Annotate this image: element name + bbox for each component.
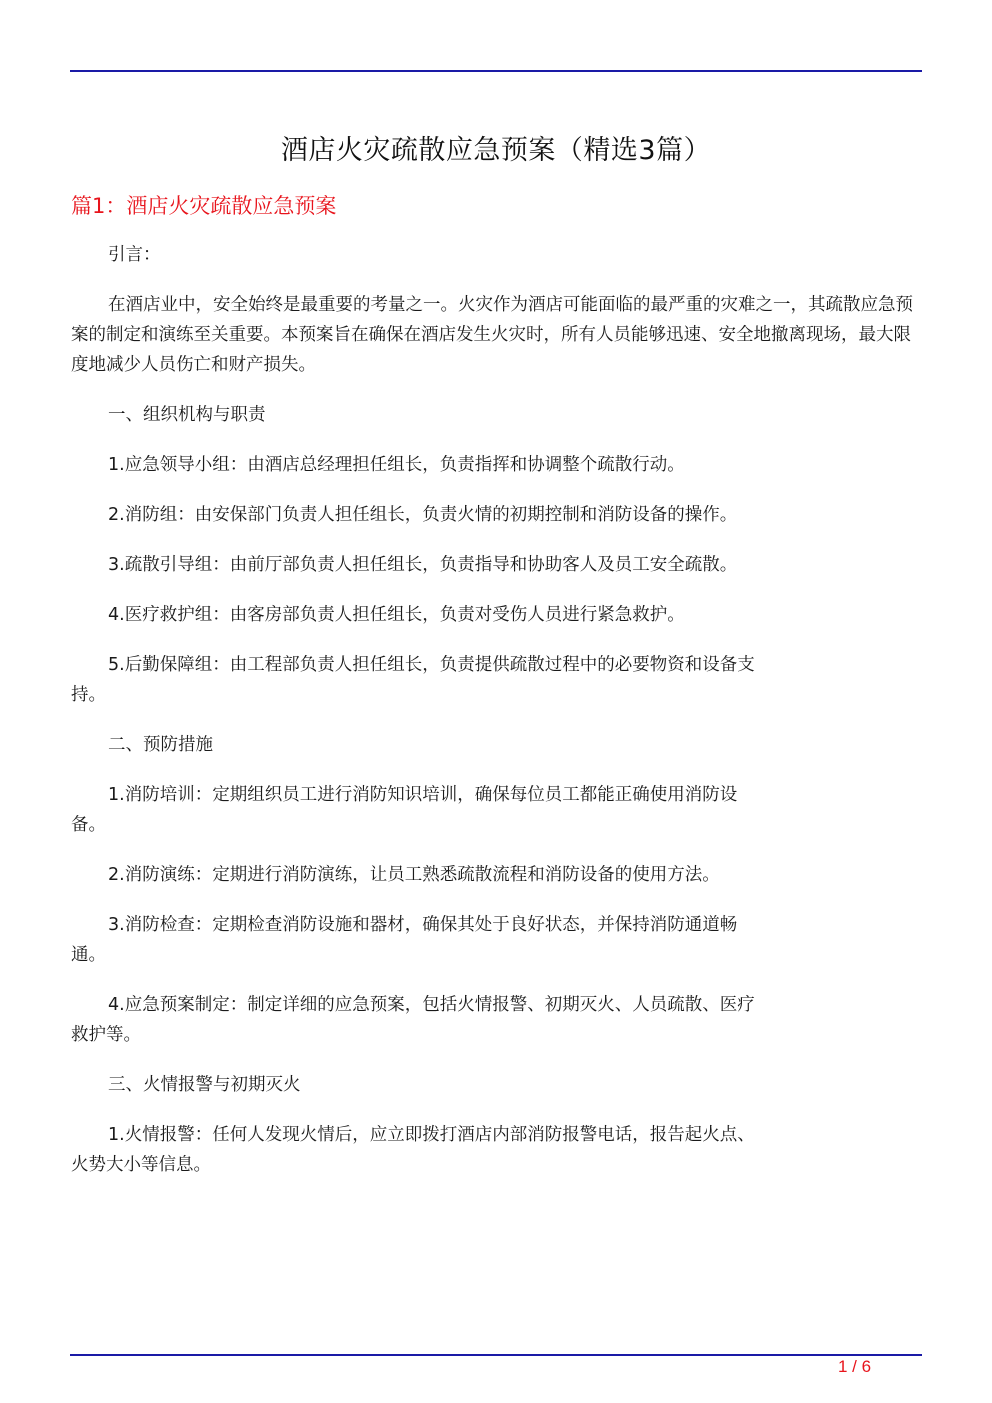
heading-organization: 一、组织机构与职责: [108, 405, 266, 425]
paragraph-item: 1.应急领导小组：由酒店总经理担任组长，负责指挥和协调整个疏散行动。: [108, 455, 685, 475]
paragraph-item: 5.后勤保障组：由工程部负责人担任组长，负责提供疏散过程中的必要物资和设备支持。: [71, 655, 755, 705]
paragraph-item: 3.疏散引导组：由前厅部负责人担任组长，负责指导和协助客人及员工安全疏散。: [108, 555, 738, 575]
paragraph-item: 4.医疗救护组：由客房部负责人担任组长，负责对受伤人员进行紧急救护。: [108, 605, 685, 625]
paragraph-item: 4.应急预案制定：制定详细的应急预案，包括火情报警、初期灭火、人员疏散、医疗救护等。: [71, 995, 755, 1045]
paragraph-intro: 在酒店业中，安全始终是最重要的考量之一。火灾作为酒店可能面临的最严重的灾难之一，其疏散应急预案的制定和演练至关重要。本预案旨在确保在酒店发生火灾时，所有人员能够迅速、安全地撤离现场，最大限度地减少人员伤亡和财产损失。: [71, 295, 913, 375]
footer-rule: [70, 1354, 922, 1356]
paragraph-intro-label: 引言：: [108, 245, 161, 265]
paragraph-item: 2.消防组：由安保部门负责人担任组长，负责火情的初期控制和消防设备的操作。: [108, 505, 738, 525]
document-title: 酒店火灾疏散应急预案（精选3篇）: [280, 135, 712, 166]
paragraph-item: 1.火情报警：任何人发现火情后，应立即拨打酒店内部消防报警电话，报告起火点、火势大小等信息。: [71, 1125, 755, 1175]
section-heading: 篇1：酒店火灾疏散应急预案: [71, 194, 337, 218]
page-number: 1 / 6: [838, 1357, 872, 1376]
header-rule: [70, 70, 922, 72]
heading-prevention: 二、预防措施: [108, 735, 213, 755]
paragraph-item: 3.消防检查：定期检查消防设施和器材，确保其处于良好状态，并保持消防通道畅通。: [71, 915, 738, 965]
paragraph-item: 2.消防演练：定期进行消防演练，让员工熟悉疏散流程和消防设备的使用方法。: [108, 865, 720, 885]
paragraph-item: 1.消防培训：定期组织员工进行消防知识培训，确保每位员工都能正确使用消防设备。: [71, 785, 738, 835]
heading-fire-alarm: 三、火情报警与初期灭火: [108, 1075, 301, 1095]
document-body: [71, 240, 916, 1200]
